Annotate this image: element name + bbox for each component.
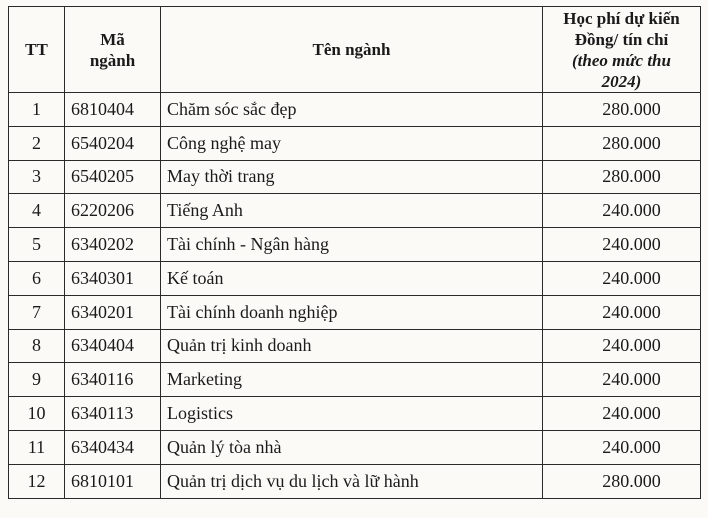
cell-fee: 240.000 <box>543 194 701 228</box>
cell-name: Quản lý tòa nhà <box>161 430 543 464</box>
cell-code: 6340201 <box>65 295 161 329</box>
cell-tt: 8 <box>9 329 65 363</box>
table-row <box>9 295 701 329</box>
cell-code: 6540204 <box>65 126 161 160</box>
header-fee-line2: Đồng/ tín chỉ <box>574 29 669 49</box>
header-name: Tên ngành <box>161 7 543 93</box>
header-fee <box>543 7 701 93</box>
header-code-line1: Mã <box>100 29 125 49</box>
cell-name: Tài chính doanh nghiệp <box>161 295 543 329</box>
header-code-line2: ngành <box>89 50 136 70</box>
cell-fee: 240.000 <box>543 329 701 363</box>
cell-fee: 240.000 <box>543 363 701 397</box>
header-fee-line1: Học phí dự kiến <box>563 8 680 28</box>
cell-fee: 240.000 <box>543 228 701 262</box>
header-fee-line3: (theo mức thu <box>572 50 671 70</box>
cell-name: Tài chính - Ngân hàng <box>161 228 543 262</box>
table-row <box>9 430 701 464</box>
cell-code: 6340113 <box>65 397 161 431</box>
cell-tt: 6 <box>9 261 65 295</box>
cell-tt: 4 <box>9 194 65 228</box>
cell-tt: 2 <box>9 126 65 160</box>
cell-fee: 240.000 <box>543 295 701 329</box>
cell-name: Kế toán <box>161 261 543 295</box>
table-row <box>9 93 701 127</box>
cell-code: 6220206 <box>65 194 161 228</box>
cell-fee: 240.000 <box>543 397 701 431</box>
cell-code: 6540205 <box>65 160 161 194</box>
cell-name: Công nghệ may <box>161 126 543 160</box>
table-row <box>9 126 701 160</box>
cell-tt: 7 <box>9 295 65 329</box>
cell-name: Logistics <box>161 397 543 431</box>
cell-code: 6340116 <box>65 363 161 397</box>
table-row <box>9 329 701 363</box>
cell-tt: 10 <box>9 397 65 431</box>
cell-tt: 12 <box>9 464 65 498</box>
table-row <box>9 228 701 262</box>
table-row <box>9 160 701 194</box>
cell-code: 6340434 <box>65 430 161 464</box>
cell-code: 6340404 <box>65 329 161 363</box>
cell-tt: 5 <box>9 228 65 262</box>
cell-tt: 9 <box>9 363 65 397</box>
table-row <box>9 363 701 397</box>
cell-fee: 280.000 <box>543 126 701 160</box>
table-row <box>9 397 701 431</box>
table-row <box>9 464 701 498</box>
cell-code: 6340202 <box>65 228 161 262</box>
table-row <box>9 194 701 228</box>
cell-fee: 240.000 <box>543 430 701 464</box>
cell-code: 6340301 <box>65 261 161 295</box>
cell-code: 6810404 <box>65 93 161 127</box>
cell-fee: 240.000 <box>543 261 701 295</box>
header-tt: TT <box>9 7 65 93</box>
cell-name: Quản trị kinh doanh <box>161 329 543 363</box>
cell-name: Tiếng Anh <box>161 194 543 228</box>
header-fee-line4: 2024) <box>601 71 642 91</box>
header-row <box>9 7 701 93</box>
table-row <box>9 261 701 295</box>
cell-code: 6810101 <box>65 464 161 498</box>
cell-tt: 3 <box>9 160 65 194</box>
cell-fee: 280.000 <box>543 160 701 194</box>
tuition-table <box>8 6 701 499</box>
header-code <box>65 7 161 93</box>
cell-name: Chăm sóc sắc đẹp <box>161 93 543 127</box>
cell-name: Quản trị dịch vụ du lịch và lữ hành <box>161 464 543 498</box>
cell-fee: 280.000 <box>543 464 701 498</box>
cell-tt: 1 <box>9 93 65 127</box>
cell-name: May thời trang <box>161 160 543 194</box>
cell-name: Marketing <box>161 363 543 397</box>
cell-tt: 11 <box>9 430 65 464</box>
cell-fee: 280.000 <box>543 93 701 127</box>
